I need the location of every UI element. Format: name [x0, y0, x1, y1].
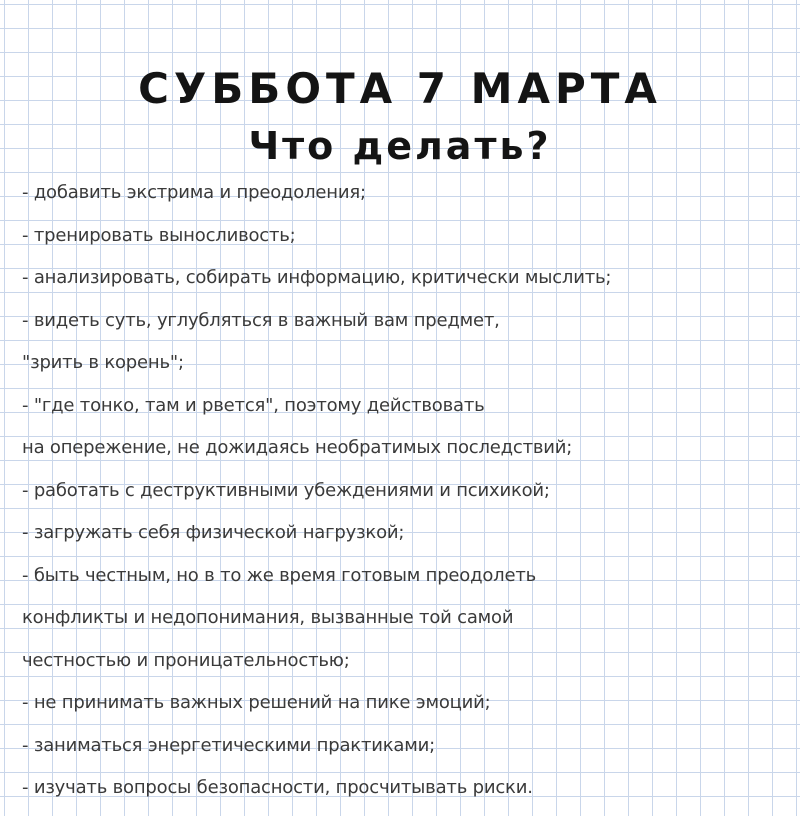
list-line: конфликты и недопонимания, вызванные той самой	[22, 607, 514, 628]
page-title: СУББОТА 7 МАРТА	[138, 64, 662, 113]
list-line: - видеть суть, углубляться в важный вам предмет,	[22, 309, 500, 331]
advice-list	[22, 178, 792, 816]
list-line: "зрить в корень";	[22, 352, 184, 373]
list-line: - не принимать важных решений на пике эмоций;	[22, 692, 491, 713]
list-line: - "где тонко, там и рвется", поэтому действовать	[22, 394, 485, 416]
list-line: на опережение, не дожидаясь необратимых последствий;	[22, 437, 573, 458]
list-line: - анализировать, собирать информацию, критически мыслить;	[22, 267, 612, 288]
list-line: честностью и проницательностью;	[22, 649, 350, 671]
list-line: - загружать себя физической нагрузкой;	[22, 522, 405, 543]
list-line: - работать с деструктивными убеждениями и психикой;	[22, 479, 550, 501]
page-subtitle: Что делать?	[248, 124, 552, 168]
list-line: - заниматься энергетическими практиками;	[22, 734, 435, 756]
list-line: - тренировать выносливость;	[22, 224, 296, 246]
list-line: - быть честным, но в то же время готовым преодолеть	[22, 564, 537, 586]
list-line: - добавить экстрима и преодоления;	[22, 182, 366, 203]
list-line: - изучать вопросы безопасности, просчитывать риски.	[22, 777, 533, 798]
